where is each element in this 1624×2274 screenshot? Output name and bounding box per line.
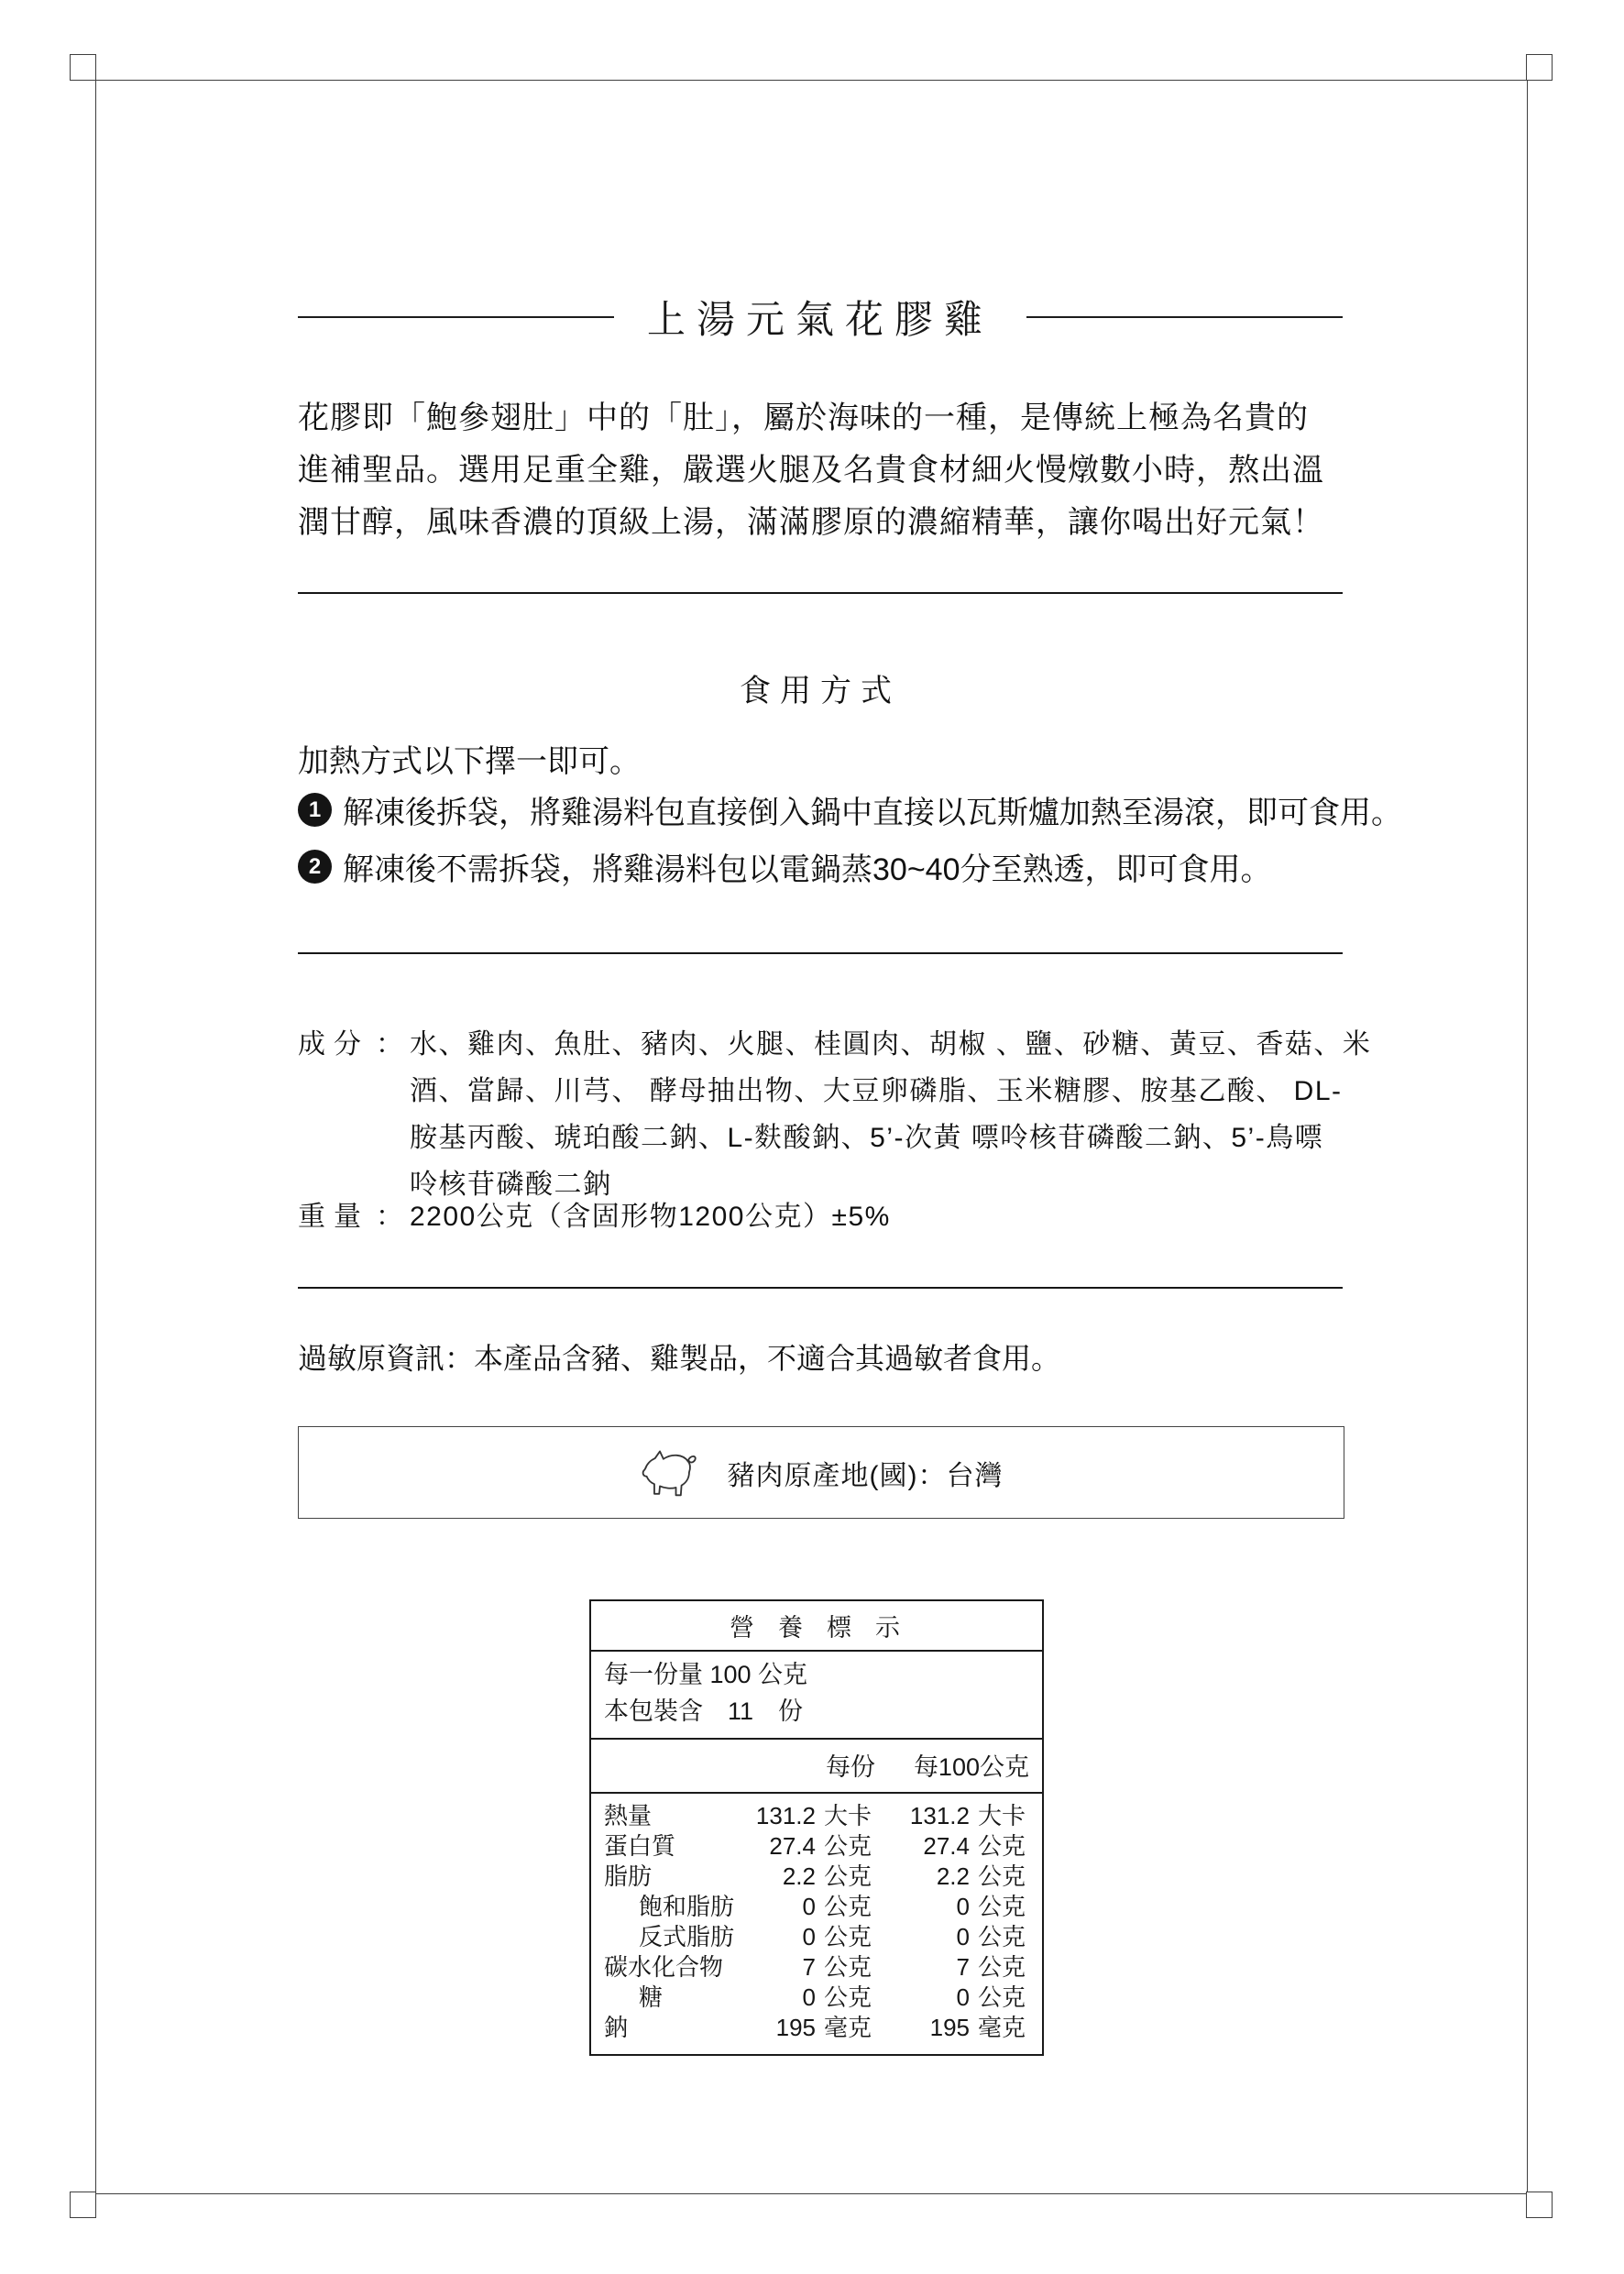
value-number: 7 — [802, 1953, 816, 1981]
value-unit: 公克 — [824, 1923, 872, 1950]
value-number: 131.2 — [755, 1802, 816, 1829]
nutrient-name: 反式脂肪 — [639, 1923, 735, 1950]
step-number-badge: 2 — [298, 850, 332, 884]
cropmark-bottom-right — [1526, 2192, 1553, 2218]
section-divider — [298, 952, 1343, 954]
cropmark-top-right — [1526, 54, 1553, 81]
nutrition-row — [604, 1892, 1029, 1922]
nutrition-row — [604, 1801, 1029, 1831]
per-serving-value — [740, 1801, 875, 1831]
per-serving-value — [740, 1831, 875, 1862]
value-unit: 公克 — [978, 1953, 1026, 1981]
usage-step — [298, 844, 1343, 889]
value-number: 0 — [802, 1893, 816, 1920]
nutrition-row — [604, 1922, 1029, 1952]
value-unit: 公克 — [824, 1983, 872, 2011]
nutrition-row — [604, 1983, 1029, 2013]
nutrient-name: 鈉 — [604, 2014, 629, 2041]
intro-line: 花膠即「鮑參翅肚」中的「肚」，屬於海味的一種，是傳統上極為名貴的 — [298, 401, 1309, 435]
nutrition-row — [604, 2013, 1029, 2043]
step-text: 解凍後拆袋，將雞湯料包直接倒入鍋中直接以瓦斯爐加熱至湯滾，即可食用。 — [343, 796, 1402, 830]
title-rule-left — [298, 316, 614, 318]
serving-size-line: 每一份量 100 公克 — [604, 1661, 808, 1688]
per-100g-value — [875, 1952, 1029, 1983]
page-title: 上湯元氣花膠雞 — [647, 298, 994, 341]
section-divider — [298, 1287, 1343, 1289]
value-unit: 大卡 — [978, 1802, 1026, 1829]
per-serving-header: 每份 — [826, 1753, 875, 1781]
value-number: 7 — [956, 1953, 970, 1981]
per-100g-value — [875, 1892, 1029, 1922]
per-serving-value — [740, 1862, 875, 1892]
intro-line: 進補聖品。選用足重全雞，嚴選火腿及名貴食材細火慢燉數小時，熬出溫 — [298, 453, 1324, 488]
value-number: 0 — [956, 1893, 970, 1920]
product-intro — [298, 392, 1343, 549]
title-rule-right — [1026, 316, 1343, 318]
usage-note: 加熱方式以下擇一即可。 — [298, 744, 641, 779]
cropmark-top-left — [70, 54, 96, 81]
nutrition-row — [604, 1862, 1029, 1892]
per-100g-header: 每100公克 — [913, 1753, 1029, 1781]
intro-line: 潤甘醇，風味香濃的頂級上湯，滿滿膠原的濃縮精華，讓你喝出好元氣！ — [298, 505, 1324, 540]
per-100g-value — [875, 1983, 1029, 2013]
value-unit: 毫克 — [824, 2014, 872, 2041]
value-unit: 大卡 — [824, 1802, 872, 1829]
nutrient-name: 飽和脂肪 — [639, 1893, 735, 1920]
value-number: 0 — [956, 1983, 970, 2011]
value-unit: 公克 — [824, 1862, 872, 1890]
ingredients-text — [410, 1021, 1371, 1208]
per-serving-value — [740, 1952, 875, 1983]
value-unit: 毫克 — [978, 2014, 1026, 2041]
per-100g-value — [875, 2013, 1029, 2043]
nutrition-table — [589, 1599, 1044, 2056]
value-number: 0 — [802, 1923, 816, 1950]
per-100g-value — [875, 1862, 1029, 1892]
servings-per-pack-line: 本包裝含 11 份 — [604, 1697, 804, 1725]
value-number: 27.4 — [769, 1832, 816, 1860]
value-number: 0 — [956, 1923, 970, 1950]
nutrition-row — [604, 1831, 1029, 1862]
ingredients-row — [298, 1021, 1372, 1208]
value-unit: 公克 — [824, 1832, 872, 1860]
ingredients-colon: ： — [376, 1029, 403, 1060]
title-row — [298, 290, 1343, 345]
ingredients-line: 呤核苷磷酸二鈉 — [410, 1170, 612, 1200]
per-serving-value — [740, 1983, 875, 2013]
nutrient-name: 糖 — [639, 1983, 664, 2011]
empty-header-cell — [604, 1747, 740, 1783]
usage-heading: 食用方式 — [740, 674, 901, 709]
weight-colon: ： — [376, 1202, 403, 1232]
per-100g-value — [875, 1831, 1029, 1862]
nutrient-name: 蛋白質 — [604, 1832, 676, 1860]
pig-icon — [640, 1444, 709, 1502]
nutrient-name: 熱量 — [604, 1802, 653, 1829]
ingredients-line: 水、雞肉、魚肚、豬肉、火腿、桂圓肉、胡椒 、鹽、砂糖、黃豆、香菇、米 — [410, 1029, 1372, 1060]
per-100g-value — [875, 1801, 1029, 1831]
pork-origin-box — [298, 1426, 1344, 1519]
nutrition-column-headers — [591, 1740, 1042, 1794]
nutrition-title: 營養標示 — [591, 1601, 1042, 1652]
value-unit: 公克 — [978, 1893, 1026, 1920]
nutrient-name: 碳水化合物 — [604, 1953, 724, 1981]
per-serving-value — [740, 1892, 875, 1922]
ingredients-line: 胺基丙酸、琥珀酸二鈉、L-麩酸鈉、5’-次黃 嘌呤核苷磷酸二鈉、5’-鳥嘌 — [410, 1123, 1324, 1153]
value-unit: 公克 — [978, 1862, 1026, 1890]
value-number: 2.2 — [782, 1862, 816, 1890]
nutrition-row — [604, 1952, 1029, 1983]
value-unit: 公克 — [824, 1953, 872, 1981]
nutrient-name: 脂肪 — [604, 1862, 653, 1890]
cropmark-bottom-left — [70, 2192, 96, 2218]
value-number: 195 — [775, 2014, 816, 2041]
per-serving-value — [740, 2013, 875, 2043]
weight-row — [298, 1197, 1343, 1237]
value-unit: 公克 — [978, 1983, 1026, 2011]
value-number: 27.4 — [923, 1832, 970, 1860]
value-number: 195 — [929, 2014, 970, 2041]
per-serving-value — [740, 1922, 875, 1952]
ingredients-label: 成分 — [298, 1029, 369, 1060]
value-number: 2.2 — [936, 1862, 970, 1890]
pork-origin-label: 豬肉原產地(國)：台灣 — [727, 1460, 1004, 1491]
value-unit: 公克 — [978, 1923, 1026, 1950]
ingredients-line: 酒、當歸、川芎、 酵母抽出物、大豆卵磷脂、玉米糖膠、胺基乙酸、 DL- — [410, 1076, 1343, 1106]
weight-value: 2200公克（含固形物1200公克）±5% — [410, 1202, 891, 1232]
step-text: 解凍後不需拆袋，將雞湯料包以電鍋蒸30~40分至熟透，即可食用。 — [343, 852, 1272, 887]
value-unit: 公克 — [978, 1832, 1026, 1860]
value-number: 131.2 — [909, 1802, 970, 1829]
allergen-note: 過敏原資訊：本產品含豬、雞製品，不適合其過敏者食用。 — [298, 1342, 1061, 1375]
weight-label: 重量 — [298, 1202, 369, 1232]
step-number-badge: 1 — [298, 793, 332, 827]
section-divider — [298, 592, 1343, 594]
value-unit: 公克 — [824, 1893, 872, 1920]
nutrition-rows — [591, 1794, 1042, 2054]
per-100g-value — [875, 1922, 1029, 1952]
value-number: 0 — [802, 1983, 816, 2011]
usage-step — [298, 787, 1402, 832]
nutrition-serving-info — [591, 1652, 1042, 1740]
